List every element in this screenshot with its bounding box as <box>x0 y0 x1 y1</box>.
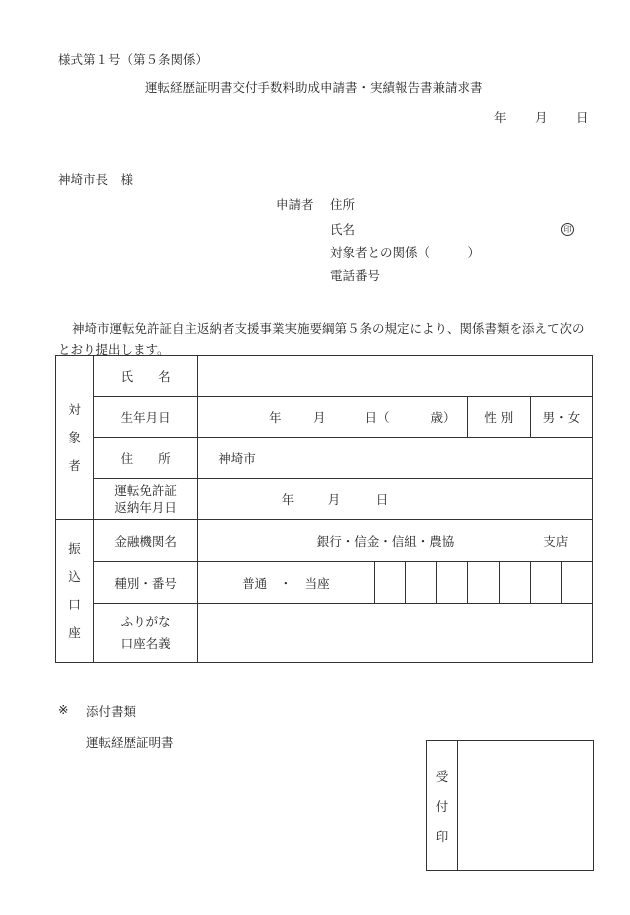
table-row <box>56 438 593 479</box>
table-row <box>56 479 593 520</box>
address-field[interactable]: 神埼市 <box>198 438 593 479</box>
applicant-label: 申請者 <box>276 197 314 212</box>
account-digit[interactable] <box>530 562 561 604</box>
statement-text: 神埼市運転免許証自主返納者支援事業実施要綱第５条の規定により、関係書類を添えて次のとおり提出します。 <box>58 321 585 357</box>
account-type-label: 種別・番号 <box>94 562 198 604</box>
gender-field[interactable]: 男・女 <box>530 397 592 438</box>
account-digit[interactable] <box>561 562 592 604</box>
name-label: 氏 名 <box>94 356 198 397</box>
table-row <box>56 604 593 663</box>
table-row <box>56 562 593 604</box>
license-return-field[interactable]: 年 月 日 <box>198 479 593 520</box>
account-digit[interactable] <box>374 562 405 604</box>
bank-field[interactable]: 銀行・信金・信組・農協 支店 <box>198 520 593 562</box>
document-title: 運転経歴証明書交付手数料助成申請書・実績報告書兼請求書 <box>145 80 483 95</box>
attachment-heading: 添付書類 <box>86 704 137 719</box>
table-row <box>56 397 593 438</box>
applicant-phone-label: 電話番号 <box>330 268 381 283</box>
transfer-group-label: 振 込 口 座 <box>56 520 94 663</box>
application-table <box>55 355 593 663</box>
attachment-item: 運転経歴証明書 <box>86 735 174 750</box>
table-row <box>56 356 593 397</box>
applicant-relation-label: 対象者との関係（ ） <box>330 245 481 260</box>
form-number: 様式第１号（第５条関係） <box>58 52 209 67</box>
account-digit[interactable] <box>405 562 436 604</box>
reception-stamp-box <box>426 740 594 871</box>
applicant-name-label: 氏名 <box>330 222 356 237</box>
seal-mark <box>561 220 574 236</box>
account-type-field[interactable]: 普通 ・ 当座 <box>198 562 374 604</box>
date-year: 年 <box>494 110 507 125</box>
address-label: 住 所 <box>94 438 198 479</box>
table-row <box>56 520 593 562</box>
account-digit[interactable] <box>467 562 499 604</box>
gender-label: 性 別 <box>467 397 530 438</box>
account-digit[interactable] <box>499 562 530 604</box>
subject-group-label: 対 象 者 <box>56 356 94 520</box>
attachment-mark: ※ <box>58 702 69 717</box>
account-holder-field[interactable] <box>198 604 593 663</box>
birth-label: 生年月日 <box>94 397 198 438</box>
addressee: 神埼市長 様 <box>58 172 134 187</box>
license-return-label: 運転免許証 返納年月日 <box>94 479 198 520</box>
seal-icon: 印 <box>561 223 574 236</box>
account-holder-label: ふりがな 口座名義 <box>94 604 198 663</box>
date-day: 日 <box>576 110 589 125</box>
reception-stamp-label: 受 付 印 <box>427 741 458 870</box>
date-month: 月 <box>535 110 548 125</box>
birth-field[interactable]: 年 月 日（ 歳） <box>198 397 467 438</box>
name-field[interactable] <box>198 356 593 397</box>
applicant-address-label: 住所 <box>330 197 356 212</box>
bank-label: 金融機関名 <box>94 520 198 562</box>
account-digit[interactable] <box>436 562 467 604</box>
